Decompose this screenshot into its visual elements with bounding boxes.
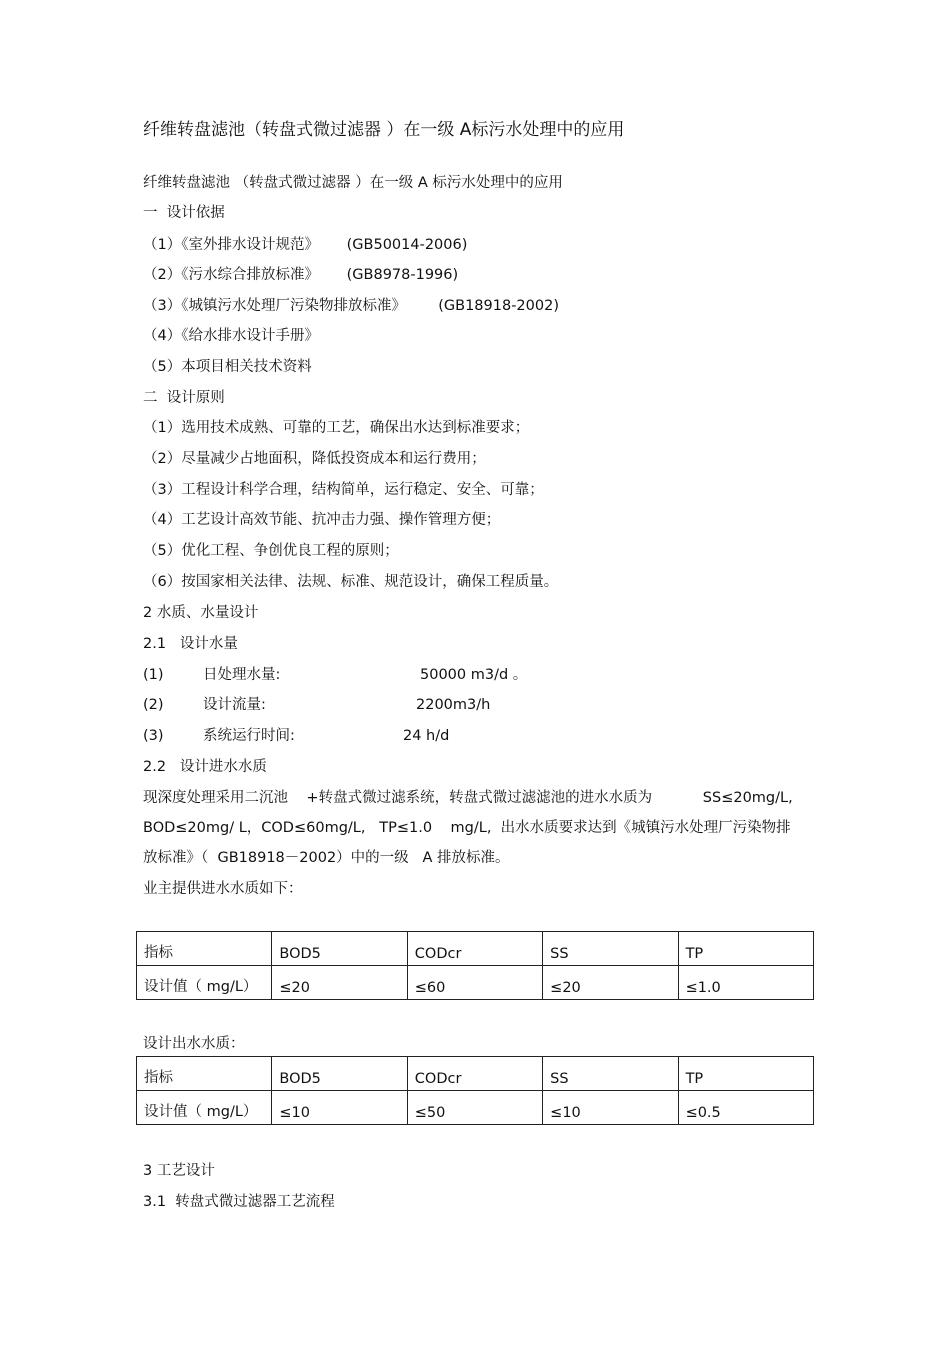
table-row — [137, 1091, 814, 1125]
basis-item: （4）《给水排水设计手册》 — [143, 328, 319, 344]
principle-item: （3）工程设计科学合理，结构简单，运行稳定、安全、可靠； — [143, 482, 544, 498]
table-header-cell: SS — [543, 932, 678, 966]
table-cell: 设计值（ mg/L） — [137, 966, 272, 1000]
table-cell: ≤50 — [407, 1091, 542, 1125]
principle-item: （6）按国家相关法律、法规、标准、规范设计，确保工程质量。 — [143, 574, 559, 590]
table-cell: ≤1.0 — [678, 966, 813, 1000]
subsection-heading-design-flow: 2.1 设计水量 — [143, 636, 238, 652]
table-cell: ≤20 — [543, 966, 678, 1000]
table-header-cell: TP — [678, 932, 813, 966]
section-heading-design-basis: 一 设计依据 — [143, 205, 225, 221]
flow-row-number: (3) — [143, 728, 164, 744]
table-header-row — [137, 932, 814, 966]
basis-item: （5）本项目相关技术资料 — [143, 359, 312, 375]
table-header-cell: CODcr — [407, 932, 542, 966]
table-cell: ≤60 — [407, 966, 542, 1000]
table-header-cell: SS — [543, 1057, 678, 1091]
table-header-cell: 指标 — [137, 1057, 272, 1091]
section-heading-process-design: 3 工艺设计 — [143, 1163, 215, 1179]
table-header-cell: BOD5 — [272, 1057, 407, 1091]
principle-item: （4）工艺设计高效节能、抗冲击力强、操作管理方便； — [143, 512, 501, 528]
flow-row-value: 24 h/d — [403, 728, 450, 744]
principle-item: （1）选用技术成熟、可靠的工艺，确保出水达到标准要求； — [143, 420, 530, 436]
paragraph-line: 现深度处理采用二沉池 +转盘式微过滤系统，转盘式微过滤滤池的进水水质为 SS≤20mg/L, — [143, 790, 793, 806]
table-header-cell: BOD5 — [272, 932, 407, 966]
basis-item: （1）《室外排水设计规范》 (GB50014-2006) — [143, 237, 468, 253]
section-heading-water-quality: 2 水质、水量设计 — [143, 605, 259, 621]
document-title: 纤维转盘滤池（转盘式微过滤器 ）在一级 A标污水处理中的应用 — [143, 120, 625, 140]
principle-item: （5）优化工程、争创优良工程的原则； — [143, 543, 399, 559]
subsection-heading-inflow-quality: 2.2 设计进水水质 — [143, 759, 267, 775]
table-cell: ≤0.5 — [678, 1091, 813, 1125]
table-cell: 设计值（ mg/L） — [137, 1091, 272, 1125]
basis-item: （2）《污水综合排放标准》 (GB8978-1996) — [143, 267, 459, 283]
table-header-cell: TP — [678, 1057, 813, 1091]
inflow-quality-table — [136, 931, 814, 1000]
table-cell: ≤20 — [272, 966, 407, 1000]
flow-row-label: 日处理水量: — [203, 667, 281, 683]
table-header-cell: 指标 — [137, 932, 272, 966]
section-heading-design-principles: 二 设计原则 — [143, 390, 225, 406]
flow-row-value: 50000 m3/d 。 — [420, 667, 528, 683]
inflow-table-intro: 业主提供进水水质如下： — [143, 881, 303, 897]
flow-row-value: 2200m3/h — [416, 697, 491, 713]
subsection-heading-process-flow: 3.1 转盘式微过滤器工艺流程 — [143, 1194, 335, 1210]
paragraph-line: 放标准》（ GB18918－2002）中的一级 A 排放标准。 — [143, 850, 510, 866]
table-cell: ≤10 — [543, 1091, 678, 1125]
paragraph-line: BOD≤20mg/ L，COD≤60mg/L, TP≤1.0 mg/L, 出水水质要求达到《城镇污水处理厂污染物排 — [143, 820, 791, 836]
table-cell: ≤10 — [272, 1091, 407, 1125]
table-header-cell: CODcr — [407, 1057, 542, 1091]
outflow-table-intro: 设计出水水质： — [143, 1036, 245, 1052]
document-subtitle: 纤维转盘滤池 （转盘式微过滤器 ）在一级 A 标污水处理中的应用 — [143, 175, 563, 191]
flow-row-label: 设计流量: — [203, 697, 266, 713]
table-header-row — [137, 1057, 814, 1091]
basis-item: （3）《城镇污水处理厂污染物排放标准》 (GB18918-2002) — [143, 298, 559, 314]
flow-row-number: (2) — [143, 697, 164, 713]
table-row — [137, 966, 814, 1000]
outflow-quality-table — [136, 1056, 814, 1125]
flow-row-number: (1) — [143, 667, 164, 683]
flow-row-label: 系统运行时间: — [203, 728, 295, 744]
principle-item: （2）尽量减少占地面积，降低投资成本和运行费用； — [143, 451, 486, 467]
